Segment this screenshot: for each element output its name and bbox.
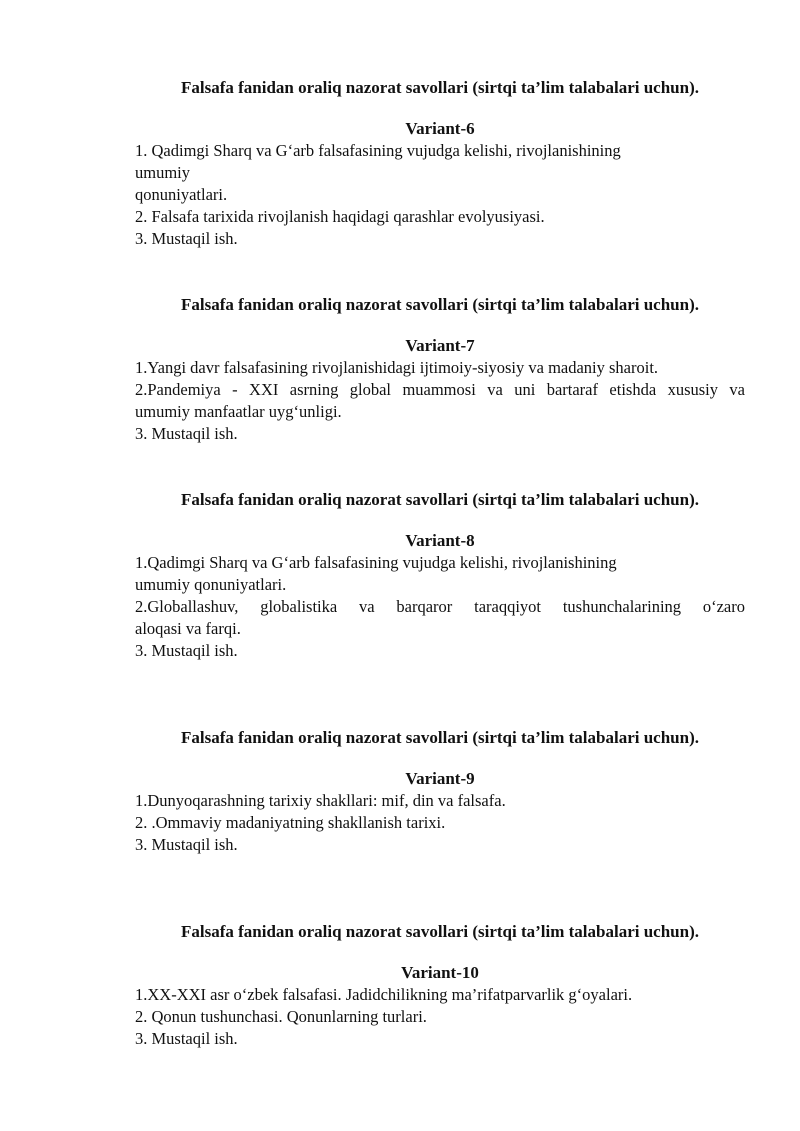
section-heading: Falsafa fanidan oraliq nazorat savollari (sirtqi ta’lim talabalari uchun). bbox=[180, 922, 700, 941]
question-section-variant-7 bbox=[135, 294, 745, 445]
question-line: 1.Yangi davr falsafasining rivojlanishidagi ijtimoiy-siyosiy va madaniy sharoit. bbox=[135, 358, 659, 377]
question-line: 2. Falsafa tarixida rivojlanish haqidagi qarashlar evolyusiyasi. bbox=[135, 207, 545, 226]
question-line: aloqasi va farqi. bbox=[135, 619, 241, 638]
question-line: qonuniyatlari. bbox=[135, 185, 228, 204]
question-line: umumiy bbox=[135, 163, 191, 182]
variant-title: Variant-8 bbox=[405, 531, 475, 550]
variant-title: Variant-7 bbox=[405, 336, 475, 355]
question-line: 3. Mustaqil ish. bbox=[135, 1029, 238, 1048]
question-line: 1.Qadimgi Sharq va G‘arb falsafasining vujudga kelishi, rivojlanishining bbox=[135, 553, 617, 572]
section-heading: Falsafa fanidan oraliq nazorat savollari (sirtqi ta’lim talabalari uchun). bbox=[180, 490, 700, 509]
question-line: 2.Pandemiya - XXI asrning global muammosi va uni bartaraf etishda xususiy va bbox=[135, 380, 745, 399]
question-line: umumiy manfaatlar uyg‘unligi. bbox=[135, 402, 342, 421]
question-line: umumiy qonuniyatlari. bbox=[135, 575, 287, 594]
question-section-variant-9 bbox=[135, 727, 745, 856]
question-line: 3. Mustaqil ish. bbox=[135, 424, 238, 443]
question-line: 1.Dunyoqarashning tarixiy shakllari: mif, din va falsafa. bbox=[135, 791, 506, 810]
question-line: 3. Mustaqil ish. bbox=[135, 835, 238, 854]
question-line: 3. Mustaqil ish. bbox=[135, 229, 238, 248]
question-section-variant-8 bbox=[135, 489, 745, 662]
section-heading: Falsafa fanidan oraliq nazorat savollari (sirtqi ta’lim talabalari uchun). bbox=[180, 78, 700, 97]
variant-title: Variant-9 bbox=[405, 769, 475, 788]
section-heading: Falsafa fanidan oraliq nazorat savollari (sirtqi ta’lim talabalari uchun). bbox=[180, 728, 700, 747]
variant-title: Variant-10 bbox=[401, 963, 479, 982]
question-line: 1.XX-XXI asr o‘zbek falsafasi. Jadidchilikning ma’rifatparvarlik g‘oyalari. bbox=[135, 985, 633, 1004]
question-section-variant-10 bbox=[135, 921, 745, 1050]
variant-title: Variant-6 bbox=[405, 119, 475, 138]
section-heading: Falsafa fanidan oraliq nazorat savollari (sirtqi ta’lim talabalari uchun). bbox=[180, 295, 700, 314]
question-line: 1. Qadimgi Sharq va G‘arb falsafasining vujudga kelishi, rivojlanishining bbox=[135, 141, 621, 160]
question-line: 2.Globallashuv, globalistika va barqaror taraqqiyot tushunchalarining o‘zaro bbox=[135, 597, 745, 616]
question-line: 2. Qonun tushunchasi. Qonunlarning turlari. bbox=[135, 1007, 427, 1026]
question-section-variant-6 bbox=[135, 77, 745, 250]
question-line: 3. Mustaqil ish. bbox=[135, 641, 238, 660]
question-line: 2. .Ommaviy madaniyatning shakllanish tarixi. bbox=[135, 813, 446, 832]
